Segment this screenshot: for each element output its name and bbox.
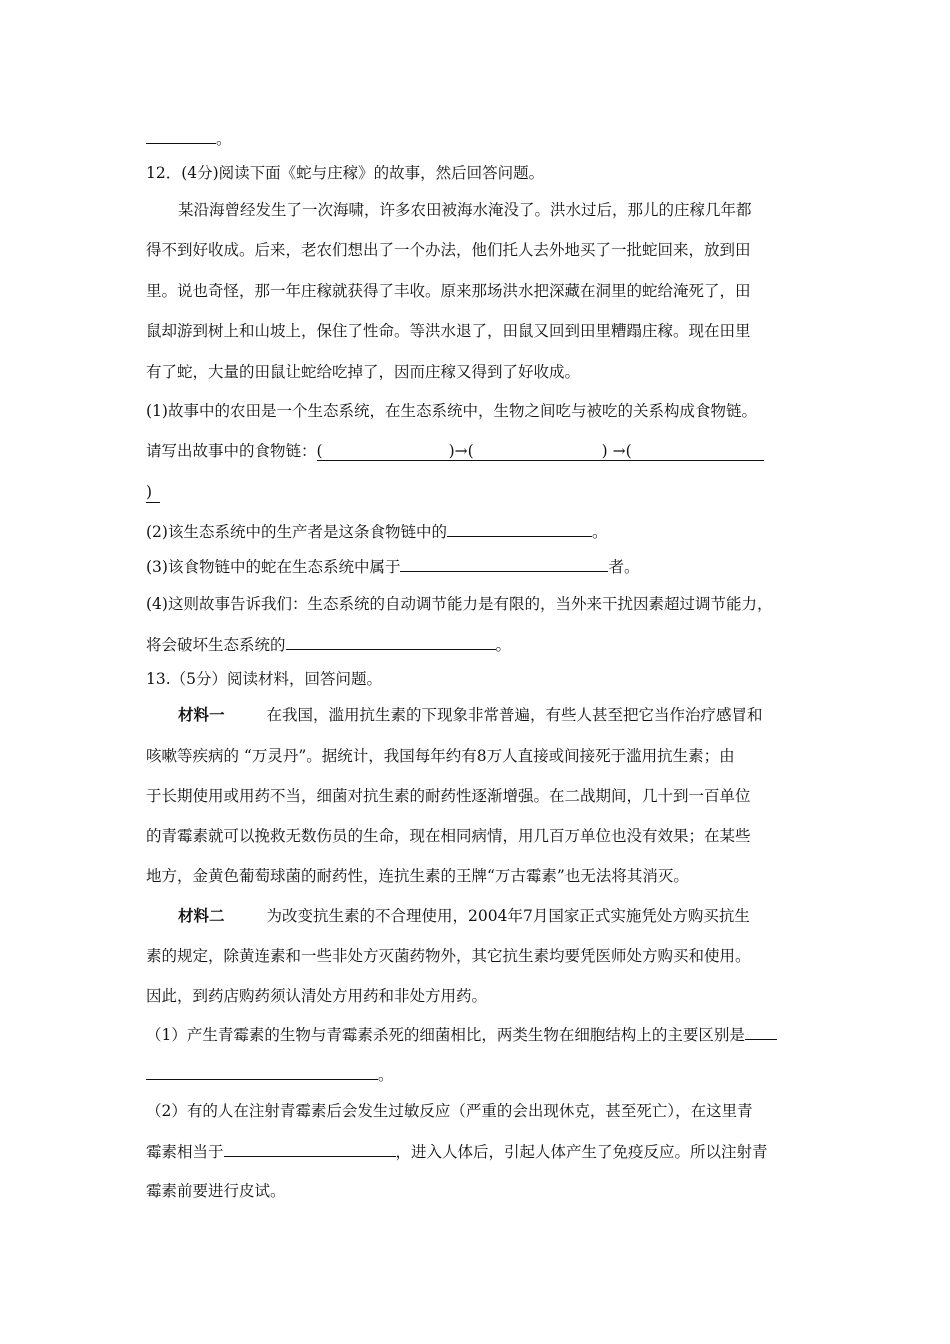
food-chain-blank-3[interactable] bbox=[632, 441, 764, 456]
q13-material1-line: 的青霉素就可以挽救无数伤员的生命，现在相同病情，用几百万单位也没有效果；在某些 bbox=[146, 827, 751, 845]
q13-material1-line: 地方，金黄色葡萄球菌的耐药性，连抗生素的王牌“万古霉素”也无法将其消灭。 bbox=[146, 867, 689, 885]
q12-sub1-close-paren: ) bbox=[146, 482, 160, 503]
structure-blank-start[interactable] bbox=[745, 1024, 777, 1040]
q12-story-line: 得不到好收成。后来，老农们想出了一个办法，他们托人去外地买了一批蛇回来，放到田 bbox=[146, 241, 751, 259]
q13-sub2-line2: 霉素相当于 ，进入人体后，引起人体产生了免疫反应。所以注射青 bbox=[146, 1143, 768, 1161]
q12-sub1-line1: (1)故事中的农田是一个生态系统，在生态系统中，生物之间吃与被吃的关系构成食物链。 bbox=[146, 402, 757, 420]
material2-label: 材料二 bbox=[178, 906, 225, 925]
q13-material1-first: 材料一 在我国，滥用抗生素的下现象非常普遍，有些人甚至把它当作治疗感冒和 bbox=[178, 705, 763, 724]
q12-sub1-food-chain: 请写出故事中的食物链：( )→( ) →( bbox=[146, 441, 764, 461]
q12-heading: 12．(4分)阅读下面《蛇与庄稼》的故事，然后回答问题。 bbox=[146, 164, 545, 182]
structure-blank[interactable] bbox=[146, 1064, 378, 1080]
q12-story-line: 某沿海曾经发生了一次海啸，许多农田被海水淹没了。洪水过后，那儿的庄稼几年都 bbox=[178, 201, 752, 219]
balance-blank[interactable] bbox=[286, 634, 496, 650]
q13-material1-line: 于长期使用或用药不当，细菌对抗生素的耐药性逐渐增强。在二战期间，几十到一百单位 bbox=[146, 787, 751, 805]
q12-sub4-line1: (4)这则故事告诉我们：生态系统的自动调节能力是有限的，当外来干扰因素超过调节能力， bbox=[146, 595, 773, 613]
material1-label: 材料一 bbox=[178, 705, 225, 724]
q12-sub2: (2)该生态系统中的生产者是这条食物链中的 。 bbox=[146, 523, 608, 541]
q13-sub2-line3: 霉素前要进行皮试。 bbox=[146, 1182, 286, 1200]
q13-sub1-line2: 。 bbox=[146, 1064, 394, 1085]
q13-material2-first: 材料二 为改变抗生素的不合理使用，2004年7月国家正式实施凭处方购买抗生 bbox=[178, 906, 750, 925]
q13-material2-line: 素的规定，除黄连素和一些非处方灭菌药物外，其它抗生素均要凭医师处方购买和使用。 bbox=[146, 947, 751, 965]
q12-story-line: 鼠却游到树上和山坡上，保住了性命。等洪水退了，田鼠又回到田里糟蹋庄稼。现在田里 bbox=[146, 322, 751, 340]
antigen-blank[interactable] bbox=[224, 1141, 396, 1157]
q13-material2-line: 因此，到药店购药须认清处方用药和非处方用药。 bbox=[146, 987, 488, 1005]
q13-material1-line: 咳嗽等疾病的 “万灵丹”。据统计，我国每年约有8万人直接或间接死于滥用抗生素；由 bbox=[146, 747, 735, 765]
q12-sub4-line2: 将会破坏生态系统的 。 bbox=[146, 636, 512, 654]
q11-answer-line: 。 bbox=[146, 128, 232, 149]
q13-sub1-line1: （1）产生青霉素的生物与青霉素杀死的细菌相比，两类生物在细胞结构上的主要区别是 bbox=[146, 1024, 777, 1045]
food-chain-blank-2[interactable] bbox=[474, 441, 602, 456]
producer-blank[interactable] bbox=[447, 521, 592, 537]
food-chain-blank-1[interactable] bbox=[323, 441, 449, 456]
q12-story-line: 有了蛇，大量的田鼠让蛇给吃掉了，因而庄稼又得到了好收成。 bbox=[146, 363, 581, 381]
q12-sub3: (3)该食物链中的蛇在生态系统中属于 者。 bbox=[146, 558, 640, 576]
q13-heading: 13.（5分）阅读材料，回答问题。 bbox=[146, 670, 383, 688]
q12-story-line: 里。说也奇怪，那一年庄稼就获得了丰收。原来那场洪水把深藏在洞里的蛇给淹死了，田 bbox=[146, 282, 751, 300]
q13-sub2-line1: （2）有的人在注射青霉素后会发生过敏反应（严重的会出现休克，甚至死亡），在这里青 bbox=[146, 1102, 753, 1120]
answer-blank[interactable] bbox=[146, 128, 216, 144]
consumer-blank[interactable] bbox=[400, 556, 608, 572]
